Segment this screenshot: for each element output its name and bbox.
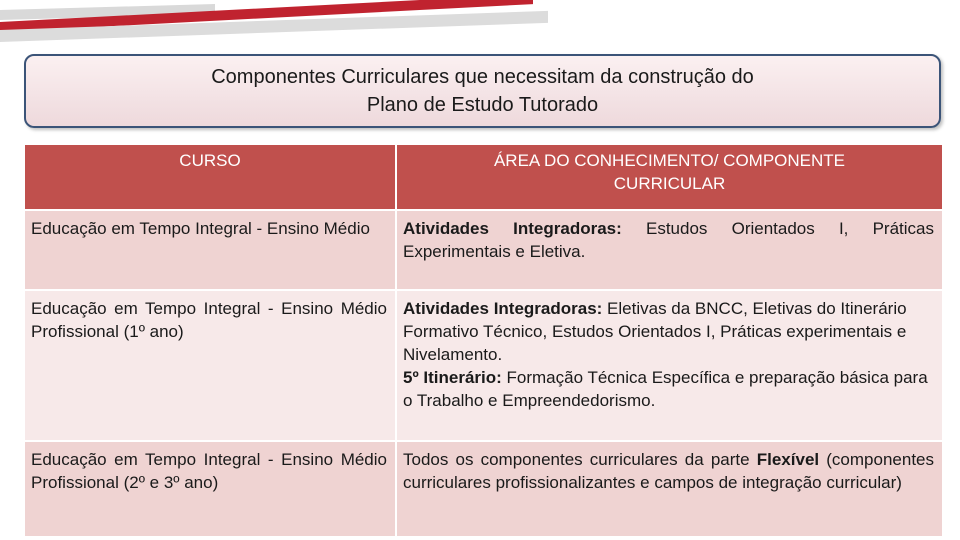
cell-area-text-before: Todos os componentes curriculares da parte <box>403 450 757 469</box>
cell-curso: Educação em Tempo Integral - Ensino Médio Profissional (2º e 3º ano) <box>25 441 396 537</box>
title-line-2: Plano de Estudo Tutorado <box>366 94 599 116</box>
table-row <box>25 441 942 537</box>
cell-area-bold: Atividades Integradoras: <box>403 219 622 238</box>
cell-area-bold: Atividades Integradoras: <box>403 299 603 318</box>
cell-area <box>396 210 942 290</box>
table-header-row <box>25 145 942 210</box>
cell-area-paragraph-2 <box>403 366 934 412</box>
cell-area-bold: Flexível <box>756 450 820 469</box>
cell-area-text: Eletivas da BNCC, Eletivas do Itinerário Formativo Técnico, Estudos Orientados I, Práticas experimentais e Nivelamento. <box>403 299 907 364</box>
table-row <box>25 290 942 441</box>
cell-curso: Educação em Tempo Integral - Ensino Médio <box>25 210 396 290</box>
cell-area <box>396 290 942 441</box>
cell-area-text-after: (componentes curriculares profissionalizantes e campos de integração curricular) <box>403 450 934 492</box>
cell-area-paragraph-1 <box>403 297 934 366</box>
title-line-1: Componentes Curriculares que necessitam da construção do <box>211 66 754 88</box>
header-area-line-2: CURRICULAR <box>613 174 726 193</box>
header-area <box>396 145 942 210</box>
curriculum-table <box>25 145 942 538</box>
cell-area2-bold: 5º Itinerário: <box>403 368 502 387</box>
cell-curso: Educação em Tempo Integral - Ensino Médio Profissional (1º ano) <box>25 290 396 441</box>
title-box <box>24 54 941 128</box>
cell-area-text: Estudos Orientados I, Práticas Experimentais e Eletiva. <box>403 219 934 261</box>
cell-area2-text: Formação Técnica Específica e preparação básica para o Trabalho e Empreendedorismo. <box>403 368 928 410</box>
header-area-line-1: ÁREA DO CONHECIMENTO/ COMPONENTE <box>493 151 846 170</box>
header-curso: CURSO <box>25 145 396 210</box>
table-row <box>25 210 942 290</box>
cell-area <box>396 441 942 537</box>
